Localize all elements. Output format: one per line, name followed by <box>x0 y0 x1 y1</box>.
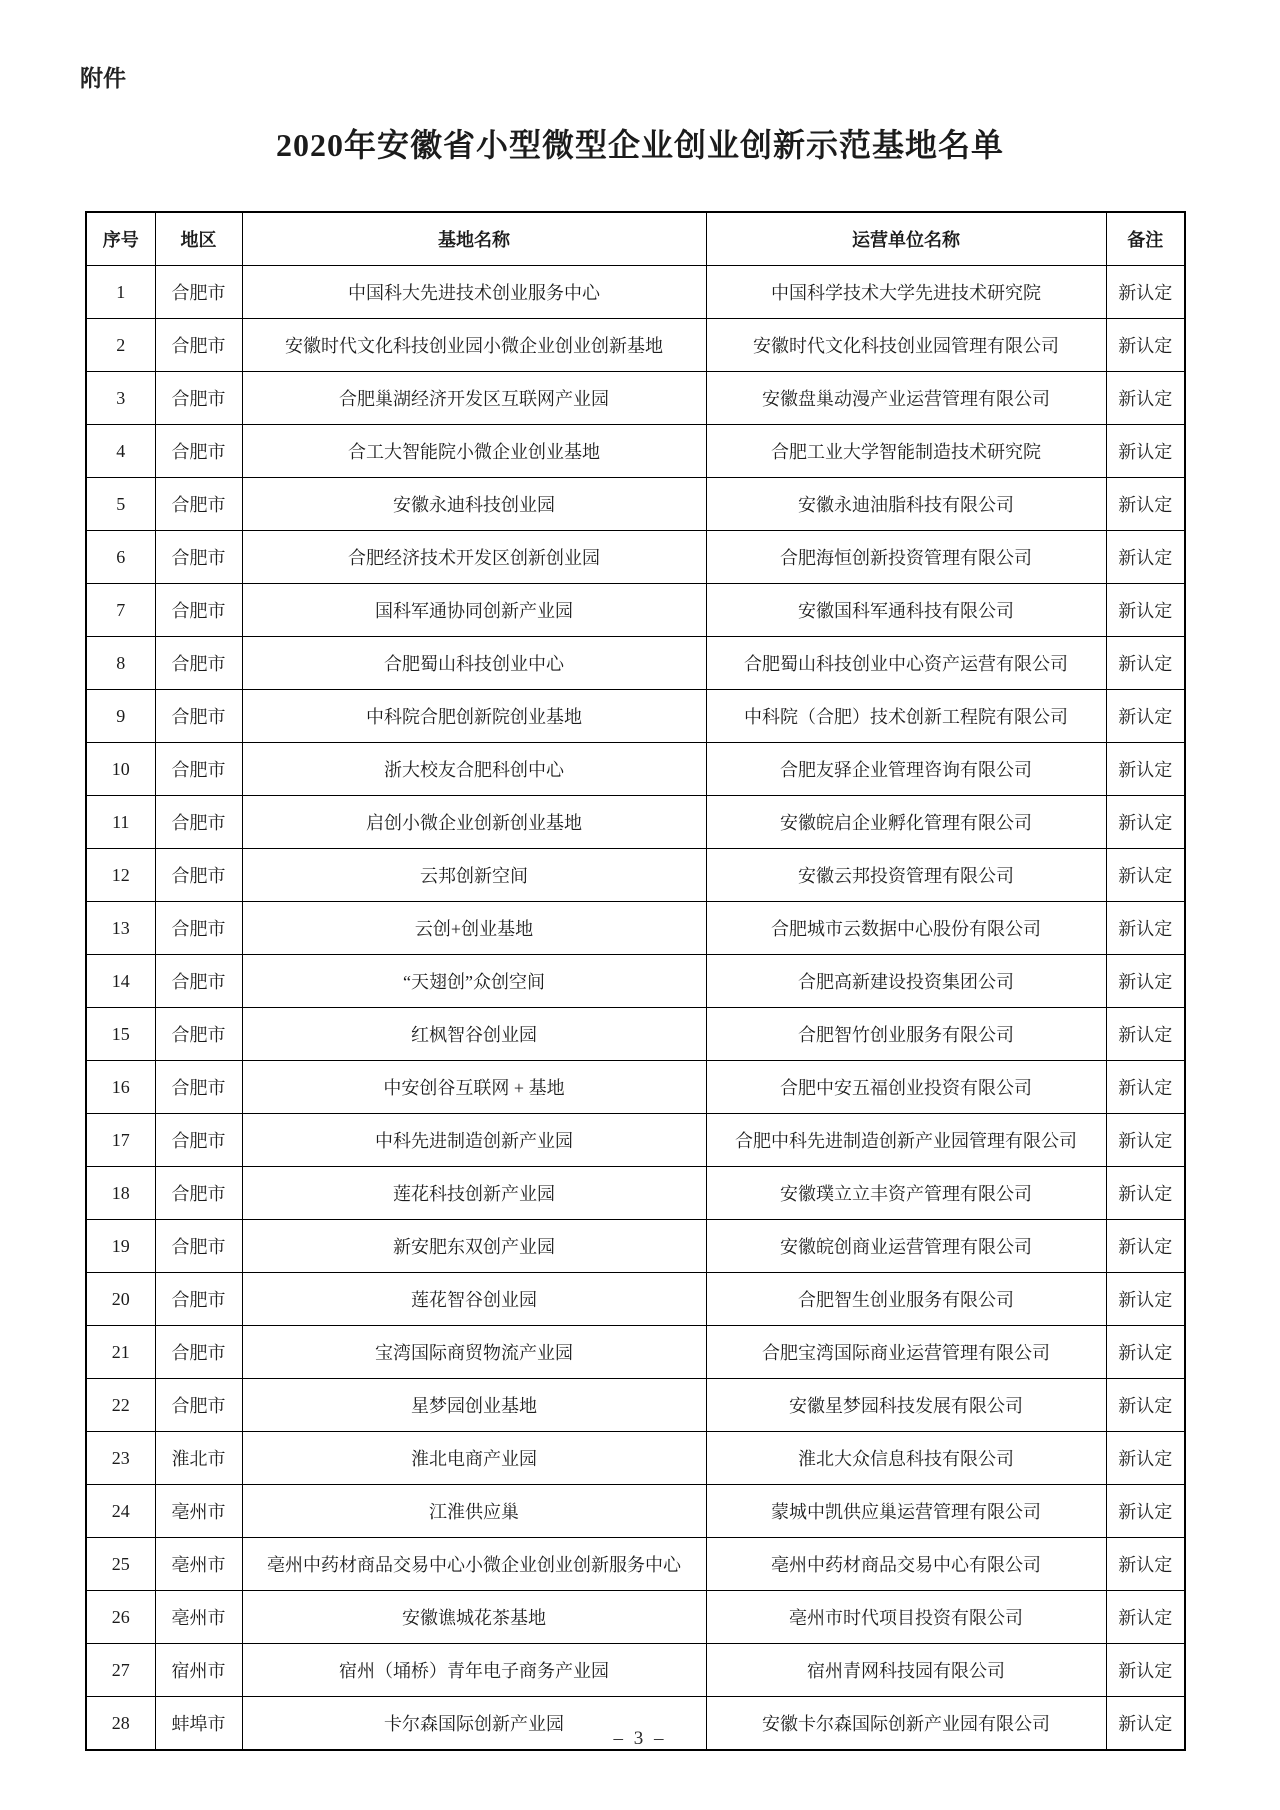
remark-cell: 新认定 <box>1106 743 1185 796</box>
operator-name-cell: 合肥海恒创新投资管理有限公司 <box>706 531 1106 584</box>
base-name-cell: 中国科大先进技术创业服务中心 <box>242 266 706 319</box>
row-number-cell: 14 <box>86 955 155 1008</box>
row-number-cell: 27 <box>86 1644 155 1697</box>
table-row <box>86 1220 1185 1273</box>
base-name-cell: “天翅创”众创空间 <box>242 955 706 1008</box>
row-number-cell: 24 <box>86 1485 155 1538</box>
base-name-cell: 合肥巢湖经济开发区互联网产业园 <box>242 372 706 425</box>
table-row <box>86 1591 1185 1644</box>
base-name-cell: 浙大校友合肥科创中心 <box>242 743 706 796</box>
region-cell: 合肥市 <box>155 1061 242 1114</box>
table-row <box>86 1432 1185 1485</box>
remark-cell: 新认定 <box>1106 266 1185 319</box>
table-row <box>86 849 1185 902</box>
row-number-cell: 12 <box>86 849 155 902</box>
table-row <box>86 1485 1185 1538</box>
region-cell: 合肥市 <box>155 1167 242 1220</box>
row-number-cell: 17 <box>86 1114 155 1167</box>
remark-cell: 新认定 <box>1106 1273 1185 1326</box>
operator-name-cell: 合肥中科先进制造创新产业园管理有限公司 <box>706 1114 1106 1167</box>
page-number: – 3 – <box>613 1728 667 1749</box>
base-name-cell: 新安肥东双创产业园 <box>242 1220 706 1273</box>
row-number-cell: 1 <box>86 266 155 319</box>
region-cell: 合肥市 <box>155 531 242 584</box>
base-name-cell: 云创+创业基地 <box>242 902 706 955</box>
attachment-label: 附件 <box>80 65 126 91</box>
table-row <box>86 1008 1185 1061</box>
base-name-cell: 宝湾国际商贸物流产业园 <box>242 1326 706 1379</box>
base-name-cell: 启创小微企业创新创业基地 <box>242 796 706 849</box>
operator-name-cell: 合肥蜀山科技创业中心资产运营有限公司 <box>706 637 1106 690</box>
operator-name-cell: 安徽星梦园科技发展有限公司 <box>706 1379 1106 1432</box>
remark-cell: 新认定 <box>1106 796 1185 849</box>
region-cell: 合肥市 <box>155 584 242 637</box>
base-name-cell: 安徽谯城花茶基地 <box>242 1591 706 1644</box>
remark-cell: 新认定 <box>1106 1061 1185 1114</box>
row-number-cell: 20 <box>86 1273 155 1326</box>
region-cell: 合肥市 <box>155 319 242 372</box>
base-name-cell: 合肥蜀山科技创业中心 <box>242 637 706 690</box>
header-row <box>86 212 1185 266</box>
region-cell: 合肥市 <box>155 425 242 478</box>
row-number-cell: 6 <box>86 531 155 584</box>
base-name-cell: 淮北电商产业园 <box>242 1432 706 1485</box>
base-name-cell: 中科院合肥创新院创业基地 <box>242 690 706 743</box>
region-cell: 亳州市 <box>155 1485 242 1538</box>
table-row <box>86 425 1185 478</box>
row-number-cell: 18 <box>86 1167 155 1220</box>
operator-name-cell: 中国科学技术大学先进技术研究院 <box>706 266 1106 319</box>
operator-name-cell: 淮北大众信息科技有限公司 <box>706 1432 1106 1485</box>
table-row <box>86 743 1185 796</box>
table-row <box>86 1644 1185 1697</box>
base-name-cell: 云邦创新空间 <box>242 849 706 902</box>
region-cell: 合肥市 <box>155 1114 242 1167</box>
base-name-cell: 亳州中药材商品交易中心小微企业创业创新服务中心 <box>242 1538 706 1591</box>
table-row <box>86 266 1185 319</box>
region-cell: 合肥市 <box>155 849 242 902</box>
column-header: 地区 <box>155 212 242 266</box>
remark-cell: 新认定 <box>1106 1326 1185 1379</box>
page-title: 2020年安徽省小型微型企业创业创新示范基地名单 <box>275 127 1004 163</box>
column-header: 基地名称 <box>242 212 706 266</box>
remark-cell: 新认定 <box>1106 1220 1185 1273</box>
table-row <box>86 637 1185 690</box>
operator-name-cell: 安徽永迪油脂科技有限公司 <box>706 478 1106 531</box>
region-cell: 亳州市 <box>155 1538 242 1591</box>
base-name-cell: 卡尔森国际创新产业园 <box>242 1697 706 1751</box>
table-row <box>86 955 1185 1008</box>
operator-name-cell: 中科院（合肥）技术创新工程院有限公司 <box>706 690 1106 743</box>
remark-cell: 新认定 <box>1106 478 1185 531</box>
region-cell: 合肥市 <box>155 690 242 743</box>
base-name-cell: 安徽永迪科技创业园 <box>242 478 706 531</box>
operator-name-cell: 合肥智竹创业服务有限公司 <box>706 1008 1106 1061</box>
operator-name-cell: 安徽皖启企业孵化管理有限公司 <box>706 796 1106 849</box>
remark-cell: 新认定 <box>1106 1008 1185 1061</box>
row-number-cell: 15 <box>86 1008 155 1061</box>
region-cell: 亳州市 <box>155 1591 242 1644</box>
operator-name-cell: 安徽时代文化科技创业园管理有限公司 <box>706 319 1106 372</box>
remark-cell: 新认定 <box>1106 690 1185 743</box>
table-row <box>86 1114 1185 1167</box>
base-name-cell: 莲花科技创新产业园 <box>242 1167 706 1220</box>
operator-name-cell: 安徽盘巢动漫产业运营管理有限公司 <box>706 372 1106 425</box>
row-number-cell: 22 <box>86 1379 155 1432</box>
base-name-cell: 莲花智谷创业园 <box>242 1273 706 1326</box>
region-cell: 合肥市 <box>155 637 242 690</box>
region-cell: 合肥市 <box>155 902 242 955</box>
region-cell: 合肥市 <box>155 1326 242 1379</box>
base-name-cell: 合工大智能院小微企业创业基地 <box>242 425 706 478</box>
operator-name-cell: 安徽云邦投资管理有限公司 <box>706 849 1106 902</box>
base-list-table <box>85 211 1186 1751</box>
remark-cell: 新认定 <box>1106 637 1185 690</box>
region-cell: 合肥市 <box>155 266 242 319</box>
table-row <box>86 1061 1185 1114</box>
column-header: 运营单位名称 <box>706 212 1106 266</box>
region-cell: 淮北市 <box>155 1432 242 1485</box>
operator-name-cell: 安徽璞立立丰资产管理有限公司 <box>706 1167 1106 1220</box>
remark-cell: 新认定 <box>1106 1167 1185 1220</box>
region-cell: 合肥市 <box>155 1273 242 1326</box>
row-number-cell: 4 <box>86 425 155 478</box>
region-cell: 合肥市 <box>155 372 242 425</box>
region-cell: 合肥市 <box>155 478 242 531</box>
row-number-cell: 8 <box>86 637 155 690</box>
table-body <box>86 266 1185 1751</box>
table-row <box>86 1273 1185 1326</box>
table-row <box>86 478 1185 531</box>
operator-name-cell: 宿州青网科技园有限公司 <box>706 1644 1106 1697</box>
remark-cell: 新认定 <box>1106 1485 1185 1538</box>
row-number-cell: 21 <box>86 1326 155 1379</box>
column-header: 序号 <box>86 212 155 266</box>
remark-cell: 新认定 <box>1106 1644 1185 1697</box>
operator-name-cell: 蒙城中凯供应巢运营管理有限公司 <box>706 1485 1106 1538</box>
base-name-cell: 中科先进制造创新产业园 <box>242 1114 706 1167</box>
remark-cell: 新认定 <box>1106 902 1185 955</box>
remark-cell: 新认定 <box>1106 1114 1185 1167</box>
operator-name-cell: 合肥宝湾国际商业运营管理有限公司 <box>706 1326 1106 1379</box>
remark-cell: 新认定 <box>1106 372 1185 425</box>
base-name-cell: 中安创谷互联网 + 基地 <box>242 1061 706 1114</box>
row-number-cell: 3 <box>86 372 155 425</box>
base-name-cell: 宿州（埇桥）青年电子商务产业园 <box>242 1644 706 1697</box>
base-name-cell: 国科军通协同创新产业园 <box>242 584 706 637</box>
remark-cell: 新认定 <box>1106 1697 1185 1751</box>
table-row <box>86 584 1185 637</box>
operator-name-cell: 安徽国科军通科技有限公司 <box>706 584 1106 637</box>
table-row <box>86 1538 1185 1591</box>
row-number-cell: 10 <box>86 743 155 796</box>
operator-name-cell: 合肥友驿企业管理咨询有限公司 <box>706 743 1106 796</box>
table-row <box>86 531 1185 584</box>
operator-name-cell: 合肥城市云数据中心股份有限公司 <box>706 902 1106 955</box>
base-name-cell: 安徽时代文化科技创业园小微企业创业创新基地 <box>242 319 706 372</box>
remark-cell: 新认定 <box>1106 1538 1185 1591</box>
remark-cell: 新认定 <box>1106 425 1185 478</box>
operator-name-cell: 亳州市时代项目投资有限公司 <box>706 1591 1106 1644</box>
table-row <box>86 372 1185 425</box>
region-cell: 合肥市 <box>155 1220 242 1273</box>
remark-cell: 新认定 <box>1106 319 1185 372</box>
operator-name-cell: 合肥工业大学智能制造技术研究院 <box>706 425 1106 478</box>
remark-cell: 新认定 <box>1106 1379 1185 1432</box>
base-name-cell: 红枫智谷创业园 <box>242 1008 706 1061</box>
row-number-cell: 25 <box>86 1538 155 1591</box>
table-row <box>86 690 1185 743</box>
region-cell: 蚌埠市 <box>155 1697 242 1751</box>
row-number-cell: 7 <box>86 584 155 637</box>
region-cell: 合肥市 <box>155 1008 242 1061</box>
table-row <box>86 902 1185 955</box>
remark-cell: 新认定 <box>1106 1591 1185 1644</box>
remark-cell: 新认定 <box>1106 531 1185 584</box>
remark-cell: 新认定 <box>1106 955 1185 1008</box>
row-number-cell: 2 <box>86 319 155 372</box>
remark-cell: 新认定 <box>1106 584 1185 637</box>
row-number-cell: 13 <box>86 902 155 955</box>
table-row <box>86 796 1185 849</box>
row-number-cell: 28 <box>86 1697 155 1751</box>
row-number-cell: 5 <box>86 478 155 531</box>
operator-name-cell: 合肥高新建设投资集团公司 <box>706 955 1106 1008</box>
row-number-cell: 9 <box>86 690 155 743</box>
remark-cell: 新认定 <box>1106 849 1185 902</box>
operator-name-cell: 合肥智生创业服务有限公司 <box>706 1273 1106 1326</box>
remark-cell: 新认定 <box>1106 1432 1185 1485</box>
operator-name-cell: 安徽卡尔森国际创新产业园有限公司 <box>706 1697 1106 1751</box>
table-row <box>86 1167 1185 1220</box>
base-name-cell: 江淮供应巢 <box>242 1485 706 1538</box>
row-number-cell: 19 <box>86 1220 155 1273</box>
region-cell: 合肥市 <box>155 743 242 796</box>
region-cell: 合肥市 <box>155 1379 242 1432</box>
table-row <box>86 1326 1185 1379</box>
base-name-cell: 星梦园创业基地 <box>242 1379 706 1432</box>
column-header: 备注 <box>1106 212 1185 266</box>
table-header <box>86 212 1185 266</box>
region-cell: 合肥市 <box>155 955 242 1008</box>
operator-name-cell: 安徽皖创商业运营管理有限公司 <box>706 1220 1106 1273</box>
row-number-cell: 16 <box>86 1061 155 1114</box>
base-name-cell: 合肥经济技术开发区创新创业园 <box>242 531 706 584</box>
operator-name-cell: 合肥中安五福创业投资有限公司 <box>706 1061 1106 1114</box>
table-row <box>86 319 1185 372</box>
row-number-cell: 26 <box>86 1591 155 1644</box>
row-number-cell: 23 <box>86 1432 155 1485</box>
row-number-cell: 11 <box>86 796 155 849</box>
region-cell: 宿州市 <box>155 1644 242 1697</box>
region-cell: 合肥市 <box>155 796 242 849</box>
operator-name-cell: 亳州中药材商品交易中心有限公司 <box>706 1538 1106 1591</box>
table-row <box>86 1379 1185 1432</box>
